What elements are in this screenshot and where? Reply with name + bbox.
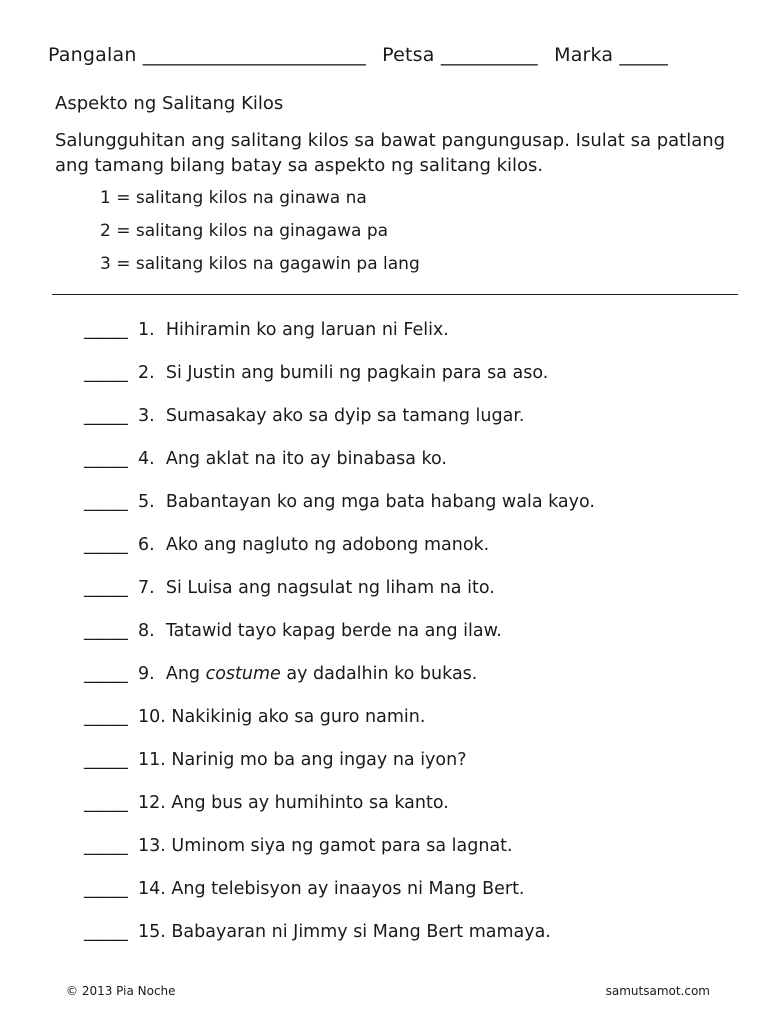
answer-blank[interactable]: _____ bbox=[84, 406, 128, 426]
instructions: Salungguhitan ang salitang kilos sa bawat pangungusap. Isulat sa patlang ang tamang bilang batay sa aspekto ng salitang kilos. bbox=[55, 130, 726, 176]
key-item-1: 1 = salitang kilos na ginawa na bbox=[100, 188, 367, 208]
question-text: Si Justin ang bumili ng pagkain para sa aso. bbox=[165, 363, 549, 383]
question-text: Uminom siya ng gamot para sa lagnat. bbox=[171, 836, 513, 856]
question-text: Ang aklat na ito ay binabasa ko. bbox=[165, 449, 447, 469]
question-text: Babayaran ni Jimmy si Mang Bert mamaya. bbox=[171, 922, 551, 942]
question-text: Ako ang nagluto ng adobong manok. bbox=[165, 535, 490, 555]
footer-site: samutsamot.com bbox=[605, 984, 710, 998]
question-number: 3. bbox=[138, 406, 155, 426]
question-text-italic: costume bbox=[205, 664, 281, 684]
question-number: 11. bbox=[138, 750, 166, 770]
question-number: 7. bbox=[138, 578, 155, 598]
score-field[interactable]: Marka _____ bbox=[554, 44, 669, 66]
date-field[interactable]: Petsa __________ bbox=[382, 44, 538, 66]
question-number: 12. bbox=[138, 793, 166, 813]
question-text: Tatawid tayo kapag berde na ang ilaw. bbox=[165, 621, 502, 641]
question-number: 6. bbox=[138, 535, 155, 555]
answer-blank[interactable]: _____ bbox=[84, 707, 128, 727]
question-text: Ang telebisyon ay inaayos ni Mang Bert. bbox=[171, 879, 525, 899]
question-1 bbox=[84, 317, 724, 360]
key-item-3: 3 = salitang kilos na gagawin pa lang bbox=[100, 254, 420, 274]
question-text: Ang bus ay humihinto sa kanto. bbox=[171, 793, 449, 813]
name-field[interactable]: Pangalan _______________________ bbox=[48, 44, 366, 66]
answer-blank[interactable]: _____ bbox=[84, 621, 128, 641]
question-text: Narinig mo ba ang ingay na iyon? bbox=[171, 750, 467, 770]
question-11 bbox=[84, 747, 724, 790]
question-number: 10. bbox=[138, 707, 166, 727]
divider-line bbox=[52, 294, 738, 295]
answer-blank[interactable]: _____ bbox=[84, 836, 128, 856]
answer-blank[interactable]: _____ bbox=[84, 449, 128, 469]
question-number: 8. bbox=[138, 621, 155, 641]
answer-blank[interactable]: _____ bbox=[84, 664, 128, 684]
question-text-pre: Ang bbox=[165, 664, 206, 684]
answer-blank[interactable]: _____ bbox=[84, 879, 128, 899]
answer-blank[interactable]: _____ bbox=[84, 363, 128, 383]
question-14 bbox=[84, 876, 724, 919]
key-item-2: 2 = salitang kilos na ginagawa pa bbox=[100, 221, 389, 241]
answer-blank[interactable]: _____ bbox=[84, 578, 128, 598]
question-15 bbox=[84, 919, 724, 962]
footer-copyright: © 2013 Pia Noche bbox=[66, 984, 176, 998]
question-number: 2. bbox=[138, 363, 155, 383]
question-8 bbox=[84, 618, 724, 661]
question-text: Nakikinig ako sa guro namin. bbox=[171, 707, 426, 727]
answer-blank[interactable]: _____ bbox=[84, 535, 128, 555]
question-12 bbox=[84, 790, 724, 833]
question-9 bbox=[84, 661, 724, 704]
question-text: Sumasakay ako sa dyip sa tamang lugar. bbox=[165, 406, 525, 426]
answer-blank[interactable]: _____ bbox=[84, 793, 128, 813]
question-number: 5. bbox=[138, 492, 155, 512]
question-number: 1. bbox=[138, 320, 155, 340]
worksheet-title: Aspekto ng Salitang Kilos bbox=[55, 93, 284, 114]
question-text: Hihiramin ko ang laruan ni Felix. bbox=[165, 320, 449, 340]
question-list bbox=[84, 317, 724, 962]
header-fields bbox=[48, 44, 728, 66]
answer-blank[interactable]: _____ bbox=[84, 320, 128, 340]
question-4 bbox=[84, 446, 724, 489]
question-5 bbox=[84, 489, 724, 532]
question-2 bbox=[84, 360, 724, 403]
question-number: 15. bbox=[138, 922, 166, 942]
question-number: 13. bbox=[138, 836, 166, 856]
question-10 bbox=[84, 704, 724, 747]
question-text-post: ay dadalhin ko bukas. bbox=[280, 664, 478, 684]
answer-blank[interactable]: _____ bbox=[84, 922, 128, 942]
question-text: Babantayan ko ang mga bata habang wala kayo. bbox=[165, 492, 595, 512]
question-number: 9. bbox=[138, 664, 155, 684]
question-number: 4. bbox=[138, 449, 155, 469]
question-3 bbox=[84, 403, 724, 446]
question-number: 14. bbox=[138, 879, 166, 899]
question-13 bbox=[84, 833, 724, 876]
question-text: Si Luisa ang nagsulat ng liham na ito. bbox=[165, 578, 495, 598]
answer-blank[interactable]: _____ bbox=[84, 492, 128, 512]
answer-key bbox=[100, 186, 420, 285]
answer-blank[interactable]: _____ bbox=[84, 750, 128, 770]
question-7 bbox=[84, 575, 724, 618]
question-6 bbox=[84, 532, 724, 575]
